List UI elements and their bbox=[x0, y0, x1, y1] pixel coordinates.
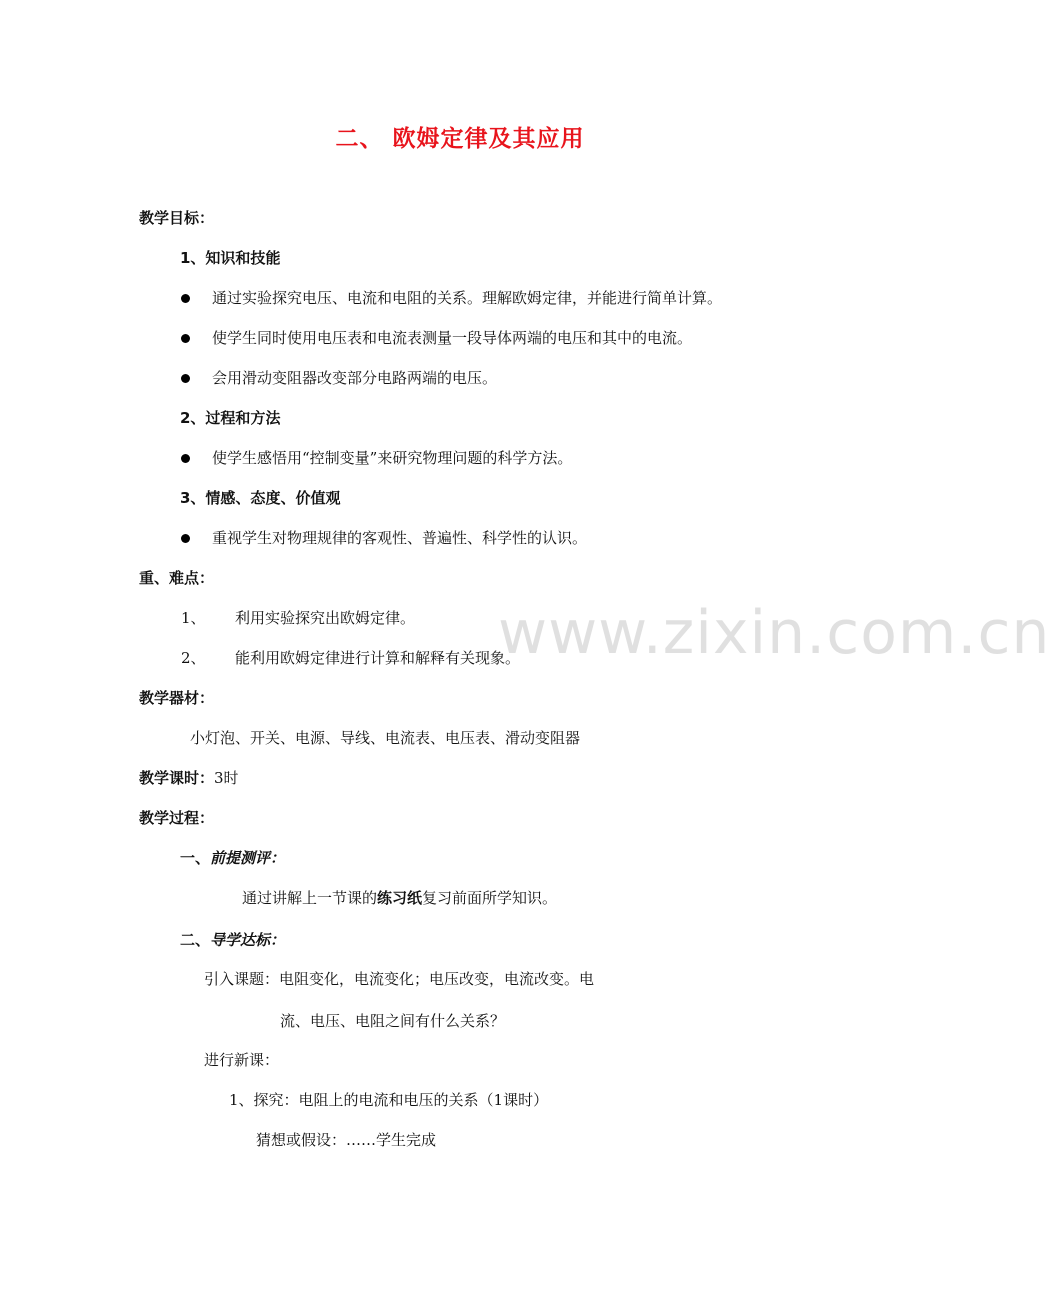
key-point-item bbox=[181, 648, 521, 668]
bullet-dot-icon bbox=[181, 534, 190, 543]
key-point-number: 1、 bbox=[181, 609, 206, 627]
step1-title: 前提测评： bbox=[210, 849, 286, 867]
hours-heading: 教学课时： bbox=[139, 769, 215, 787]
new-lesson-label: 进行新课： bbox=[204, 1051, 280, 1069]
key-point-text: 利用实验探究出欧姆定律。 bbox=[235, 609, 416, 627]
key-point-text: 能利用欧姆定律进行计算和解释有关现象。 bbox=[235, 649, 521, 667]
bullet-item: 使学生感悟用“控制变量”来研究物理问题的科学方法。 bbox=[181, 448, 572, 468]
page-title: 二、 欧姆定律及其应用 bbox=[335, 126, 585, 152]
bullet-item: 重视学生对物理规律的客观性、普遍性、科学性的认识。 bbox=[181, 528, 587, 548]
procedure-heading: 教学过程： bbox=[139, 809, 215, 827]
bullet-dot-icon bbox=[181, 374, 190, 383]
explore-line: 1、探究：电阻上的电流和电压的关系（1课时） bbox=[229, 1091, 549, 1109]
guess-line: 猜想或假设：……学生完成 bbox=[256, 1131, 437, 1149]
step2-number: 二、 bbox=[180, 931, 211, 949]
step2-title: 导学达标： bbox=[210, 931, 286, 949]
bullet-dot-icon bbox=[181, 334, 190, 343]
bullet-item: 使学生同时使用电压表和电流表测量一段导体两端的电压和其中的电流。 bbox=[181, 328, 692, 348]
emotion-heading: 3、情感、态度、价值观 bbox=[180, 489, 341, 507]
intro-line-2: 流、电压、电阻之间有什么关系？ bbox=[280, 1012, 506, 1030]
equipment-heading: 教学器材： bbox=[139, 689, 215, 707]
step1-heading bbox=[180, 848, 285, 868]
step1-number: 一、 bbox=[180, 849, 211, 867]
equipment-list: 小灯泡、开关、电源、导线、电流表、电压表、滑动变阻器 bbox=[190, 729, 581, 747]
hours-line bbox=[139, 768, 239, 788]
knowledge-heading: 1、知识和技能 bbox=[180, 249, 281, 267]
process-heading: 2、过程和方法 bbox=[180, 409, 281, 427]
key-point-item bbox=[181, 608, 416, 628]
step1-text: 通过讲解上一节课的练习纸复习前面所学知识。 bbox=[242, 889, 558, 907]
objectives-heading: 教学目标： bbox=[139, 209, 215, 227]
hours-value: 3时 bbox=[214, 769, 239, 787]
bullet-dot-icon bbox=[181, 454, 190, 463]
key-points-heading: 重、难点： bbox=[139, 569, 215, 587]
intro-line-1: 引入课题：电阻变化，电流变化；电压改变，电流改变。电 bbox=[204, 970, 595, 988]
bullet-item: 通过实验探究电压、电流和电阻的关系。理解欧姆定律，并能进行简单计算。 bbox=[181, 288, 722, 308]
bullet-item: 会用滑动变阻器改变部分电路两端的电压。 bbox=[181, 368, 497, 388]
step2-heading bbox=[180, 930, 285, 950]
bullet-dot-icon bbox=[181, 294, 190, 303]
watermark-text: www.zixin.com.cn bbox=[498, 598, 1050, 668]
key-point-number: 2、 bbox=[181, 649, 206, 667]
